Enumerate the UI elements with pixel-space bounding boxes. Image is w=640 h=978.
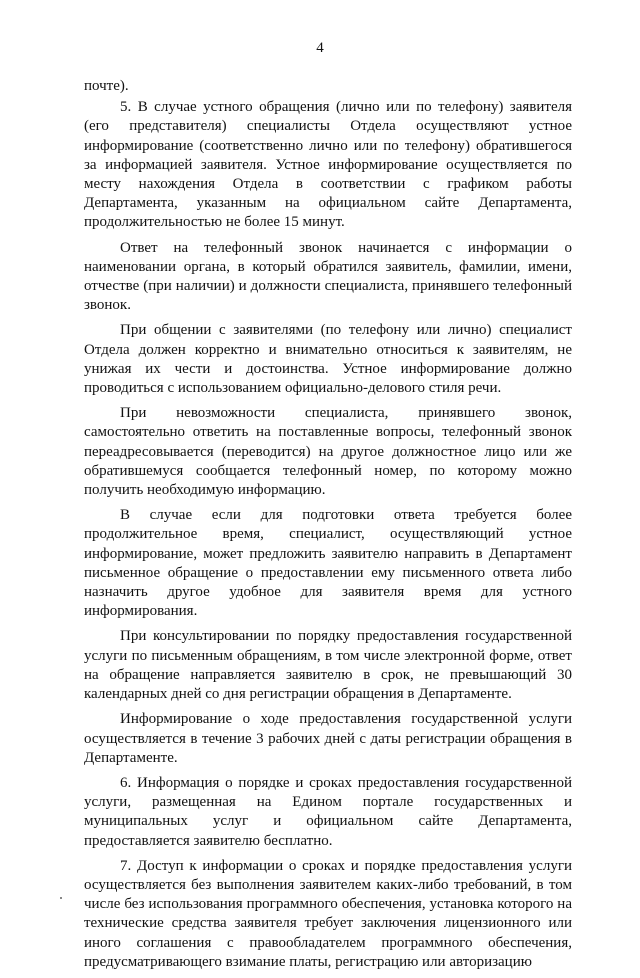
scan-speck (60, 897, 62, 899)
paragraph-redirect: При невозможности специалиста, принявшего звонок, самостоятельно ответить на поставленные вопросы, телефонный звонок переадресовывается (переводится) на другое должностное лицо или же обратившемуся сообщается телефонный номер, по которому можно получить необходимую информацию. (84, 405, 572, 499)
paragraph-communication: При общении с заявителями (по телефону или лично) специалист Отдела должен корректно и внимательно относиться к заявителям, не унижая их чести и достоинства. Устное информирование должно проводиться с использованием официально-делового стиля речи. (84, 322, 572, 397)
paragraph-item-7: 7. Доступ к информации о сроках и порядке предоставления услуги осуществляется без выполнения заявителем каких-либо требований, в том числе без использования программного обеспечения, установка которого на технические средства заявителя требует заключения лицензионного или иного соглашения с правообладателем программного обеспечения, предусматривающего взимание платы, регистрацию или авторизацию (84, 857, 572, 970)
paragraph-written-consulting: При консультировании по порядку предоставления государственной услуги по письменным обращениям, в том числе электронной форме, ответ на обращение направляется заявителю в срок, не превышающий 30 календарных дней со дня регистрации обращения в Департаменте. (84, 628, 572, 703)
paragraph-progress-info: Информирование о ходе предоставления государственной услуги осуществляется в течение 3 рабочих дней с даты регистрации обращения в Департаменте. (84, 711, 572, 766)
page-number: 4 (316, 40, 324, 56)
paragraph-item-5: 5. В случае устного обращения (лично или по телефону) заявителя (его представителя) специалисты Отдела осуществляют устное информирование (соответственно лично или по телефону) обратившегося за информацией заявителя. Устное информирование осуществляется по месту нахождения Отдела в соответствии с графиком работы Департамента, указанным на официальном сайте Департамента, продолжительностью не более 15 минут. (84, 99, 572, 231)
document-body (84, 77, 572, 978)
paragraph-longer-time: В случае если для подготовки ответа требуется более продолжительное время, специалист, осуществляющий устное информирование, может предложить заявителю направить в Департамент письменное обращение о предоставлении ему письменного ответа либо назначить другое удобное для заявителя время для устного информирования. (84, 507, 572, 620)
paragraph-continuation: почте). (84, 78, 129, 94)
paragraph-phone-answer: Ответ на телефонный звонок начинается с информации о наименовании органа, в который обратился заявитель, фамилии, имени, отчестве (при наличии) и должности специалиста, принявшего телефонный звонок. (84, 239, 572, 314)
paragraph-item-6: 6. Информация о порядке и сроках предоставления государственной услуги, размещенная на Едином портале государственных и муниципальных услуг и официальном сайте Департамента, предоставляется заявителю бесплатно. (84, 774, 572, 849)
